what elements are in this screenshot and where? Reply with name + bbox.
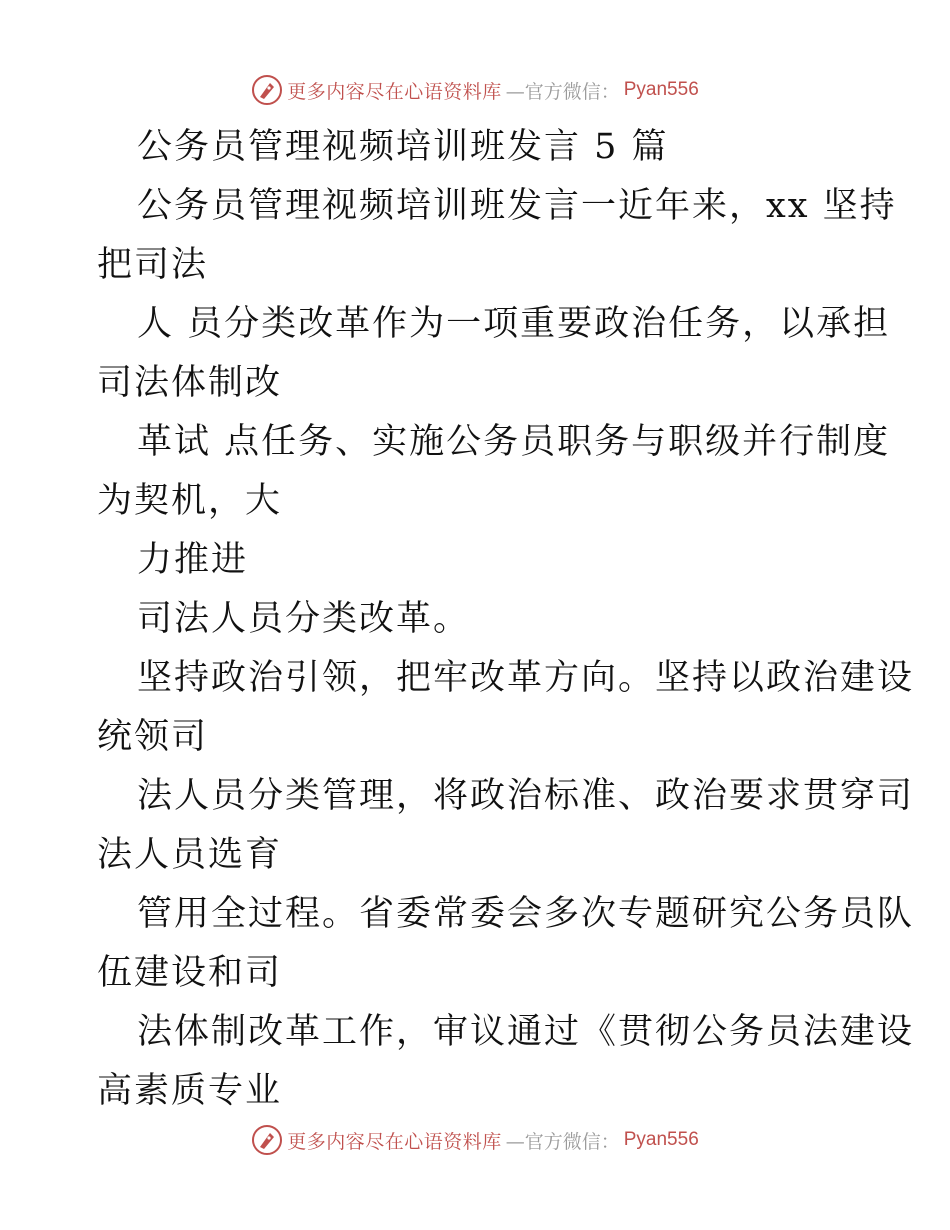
text-line: 坚持政治引领，把牢改革方向。坚持以政治建设: [137, 658, 915, 698]
banner-wechat-id: Pyan556: [623, 79, 699, 100]
banner-main-text: 更多内容尽在心语资料库: [287, 80, 502, 103]
text-line: 公务员管理视频培训班发言一近年来，xx 坚持: [137, 186, 897, 226]
text-line: 统领司: [97, 717, 209, 757]
footer-banner: [0, 1120, 950, 1160]
text-line: 管用全过程。省委常委会多次专题研究公务员队: [137, 894, 915, 934]
banner-separator-text: —官方微信：: [505, 1130, 620, 1153]
banner-main-text: 更多内容尽在心语资料库: [287, 1130, 502, 1153]
pen-nib-logo-icon: [251, 74, 283, 106]
document-body: [97, 118, 915, 1121]
pen-nib-logo-icon: [251, 1124, 283, 1156]
text-line: 把司法: [97, 245, 209, 285]
text-line: 法人员分类管理，将政治标准、政治要求贯穿司: [137, 776, 915, 816]
banner-wechat-id: Pyan556: [623, 1129, 699, 1150]
text-line: 伍建设和司: [97, 953, 283, 993]
text-line: 司法人员分类改革。: [137, 599, 471, 639]
text-line: 力推进: [137, 540, 249, 580]
text-line: 高素质专业: [97, 1071, 283, 1111]
text-line: 公务员管理视频培训班发言 5 篇: [137, 127, 669, 167]
header-banner: [0, 70, 950, 110]
text-line: 法体制改革工作，审议通过《贯彻公务员法建设: [137, 1012, 915, 1052]
text-line: 司法体制改: [97, 363, 283, 403]
banner-separator-text: —官方微信：: [505, 80, 620, 103]
text-line: 法人员选育: [97, 835, 283, 875]
text-line: 革试 点任务、实施公务员职务与职级并行制度: [137, 422, 891, 462]
text-line: 人 员分类改革作为一项重要政治任务，以承担: [137, 304, 891, 344]
text-line: 为契机，大: [97, 481, 283, 521]
